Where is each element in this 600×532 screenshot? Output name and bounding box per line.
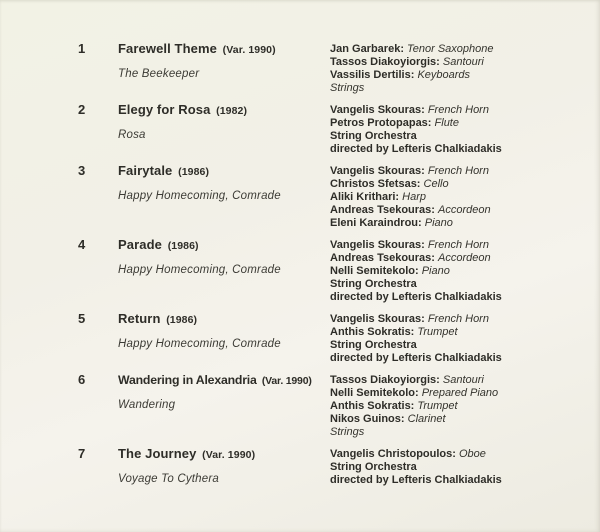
track-row <box>78 311 600 365</box>
credit-name: Vangelis Christopoulos: <box>330 448 456 460</box>
track-main <box>118 41 330 81</box>
track-year: (Var. 1990) <box>261 375 312 387</box>
credit-instrument: French Horn <box>427 104 489 116</box>
credit-line <box>330 69 590 82</box>
track-title-line <box>118 163 330 180</box>
credit-line <box>330 339 590 352</box>
track-number: 7 <box>78 446 86 461</box>
track-subtitle: Wandering <box>118 399 176 411</box>
track-subtitle: Rosa <box>118 129 146 141</box>
credit-name: directed by Lefteris Chalkiadakis <box>330 352 502 364</box>
credit-line <box>330 426 590 439</box>
credit-name: Vangelis Skouras: <box>330 165 425 177</box>
track-title: Elegy for Rosa <box>118 102 215 117</box>
credit-name: Aliki Krithari: <box>330 191 400 203</box>
track-title: Return <box>118 311 165 326</box>
credit-line <box>330 56 590 69</box>
credit-name: String Orchestra <box>330 461 417 473</box>
credit-name: Tassos Diakoyiorgis: <box>330 56 440 68</box>
track-year: (1982) <box>216 105 248 117</box>
track-title-line <box>118 311 330 328</box>
track-title: Farewell Theme <box>118 41 221 56</box>
credit-instrument: Trumpet <box>417 400 458 412</box>
credit-name: Jan Garbarek: <box>330 43 404 55</box>
credit-line <box>330 217 590 230</box>
track-row <box>78 237 600 304</box>
credit-line <box>330 178 590 191</box>
track-year: (Var. 1990) <box>202 449 256 461</box>
credit-line <box>330 313 590 326</box>
credit-name: Christos Sfetsas: <box>330 178 421 190</box>
credit-name: Nikos Guinos: <box>330 413 405 425</box>
credit-name: Vassilis Dertilis: <box>330 69 415 81</box>
credit-instrument: Cello <box>423 178 449 190</box>
credit-name: String Orchestra <box>330 130 417 142</box>
credit-name: Vangelis Skouras: <box>330 313 425 325</box>
credit-instrument: Prepared Piano <box>421 387 499 399</box>
credit-instrument: Piano <box>421 265 450 277</box>
track-list <box>78 41 600 487</box>
credit-instrument: French Horn <box>427 165 489 177</box>
credit-line <box>330 265 590 278</box>
credit-name: Vangelis Skouras: <box>330 104 425 116</box>
track-title-line <box>118 102 330 119</box>
track-subtitle: Happy Homecoming, Comrade <box>118 190 281 202</box>
credit-instrument: Accordeon <box>438 252 491 264</box>
track-main <box>118 237 330 277</box>
track-credits <box>330 239 600 304</box>
credit-instrument: French Horn <box>427 313 489 325</box>
track-main <box>118 311 330 351</box>
track-title-line <box>118 41 330 58</box>
credit-line <box>330 165 590 178</box>
track-row <box>78 41 600 95</box>
credit-name: Andreas Tsekouras: <box>330 204 435 216</box>
track-title-line <box>118 446 330 463</box>
credit-line <box>330 82 590 95</box>
credit-line <box>330 252 590 265</box>
track-number: 2 <box>78 102 86 117</box>
track-number: 4 <box>78 237 86 252</box>
credit-name: Eleni Karaindrou: <box>330 217 422 229</box>
credit-line <box>330 461 590 474</box>
track-main <box>118 372 330 412</box>
track-subtitle: Happy Homecoming, Comrade <box>118 338 281 350</box>
credit-name: Andreas Tsekouras: <box>330 252 435 264</box>
credit-line <box>330 291 590 304</box>
track-title: Wandering in Alexandria <box>118 373 260 387</box>
credit-name: Nelli Semitekolo: <box>330 265 419 277</box>
track-subtitle: Happy Homecoming, Comrade <box>118 264 281 276</box>
credit-name: Nelli Semitekolo: <box>330 387 419 399</box>
track-number: 6 <box>78 372 86 387</box>
track-main <box>118 446 330 486</box>
credit-name: Petros Protopapas: <box>330 117 432 129</box>
track-main <box>118 163 330 203</box>
credit-line <box>330 413 590 426</box>
track-year: (1986) <box>166 314 198 326</box>
credit-instrument: Accordeon <box>438 204 491 216</box>
track-row <box>78 446 600 487</box>
credit-name: Vangelis Skouras: <box>330 239 425 251</box>
track-credits <box>330 313 600 365</box>
credit-instrument: Santouri <box>442 374 484 386</box>
credit-instrument: Santouri <box>442 56 484 68</box>
credit-instrument: Harp <box>402 191 426 203</box>
credit-line <box>330 374 590 387</box>
track-credits <box>330 448 600 487</box>
track-credits <box>330 165 600 230</box>
credit-line <box>330 387 590 400</box>
credit-line <box>330 239 590 252</box>
credit-instrument: Oboe <box>458 448 486 460</box>
credit-name: directed by Lefteris Chalkiadakis <box>330 291 502 303</box>
credit-instrument: French Horn <box>427 239 489 251</box>
credit-line <box>330 117 590 130</box>
track-title-line <box>118 237 330 254</box>
credit-name: directed by Lefteris Chalkiadakis <box>330 143 502 155</box>
credit-name: directed by Lefteris Chalkiadakis <box>330 474 502 486</box>
credit-instrument: Clarinet <box>407 413 446 425</box>
credit-instrument: Strings <box>330 426 365 438</box>
track-year: (1986) <box>167 240 199 252</box>
credit-instrument: Piano <box>424 217 453 229</box>
track-credits <box>330 43 600 95</box>
track-subtitle: Voyage To Cythera <box>118 473 219 485</box>
track-title-line <box>118 372 330 389</box>
credit-line <box>330 400 590 413</box>
credit-name: String Orchestra <box>330 278 417 290</box>
track-title: Parade <box>118 237 166 252</box>
credit-line <box>330 204 590 217</box>
track-row <box>78 163 600 230</box>
credit-instrument: Keyboards <box>417 69 471 81</box>
credit-line <box>330 143 590 156</box>
credit-line <box>330 278 590 291</box>
credit-line <box>330 43 590 56</box>
credit-name: Anthis Sokratis: <box>330 326 415 338</box>
credit-instrument: Strings <box>330 82 365 94</box>
track-year: (1986) <box>178 166 210 178</box>
track-main <box>118 102 330 142</box>
credit-line <box>330 352 590 365</box>
track-title: The Journey <box>118 446 201 461</box>
track-title: Fairytale <box>118 163 177 178</box>
credit-line <box>330 130 590 143</box>
track-number: 1 <box>78 41 86 56</box>
credit-line <box>330 104 590 117</box>
track-subtitle: The Beekeeper <box>118 68 200 80</box>
track-credits <box>330 104 600 156</box>
track-year: (Var. 1990) <box>222 44 276 56</box>
credit-name: Tassos Diakoyiorgis: <box>330 374 440 386</box>
credit-line <box>330 326 590 339</box>
credit-instrument: Trumpet <box>417 326 458 338</box>
track-row <box>78 372 600 439</box>
credit-line <box>330 474 590 487</box>
credit-name: Anthis Sokratis: <box>330 400 415 412</box>
credit-instrument: Tenor Saxophone <box>407 43 494 55</box>
credit-line <box>330 191 590 204</box>
credit-name: String Orchestra <box>330 339 417 351</box>
track-number: 3 <box>78 163 86 178</box>
track-row <box>78 102 600 156</box>
track-credits <box>330 374 600 439</box>
credit-instrument: Flute <box>434 117 459 129</box>
track-number: 5 <box>78 311 86 326</box>
credit-line <box>330 448 590 461</box>
